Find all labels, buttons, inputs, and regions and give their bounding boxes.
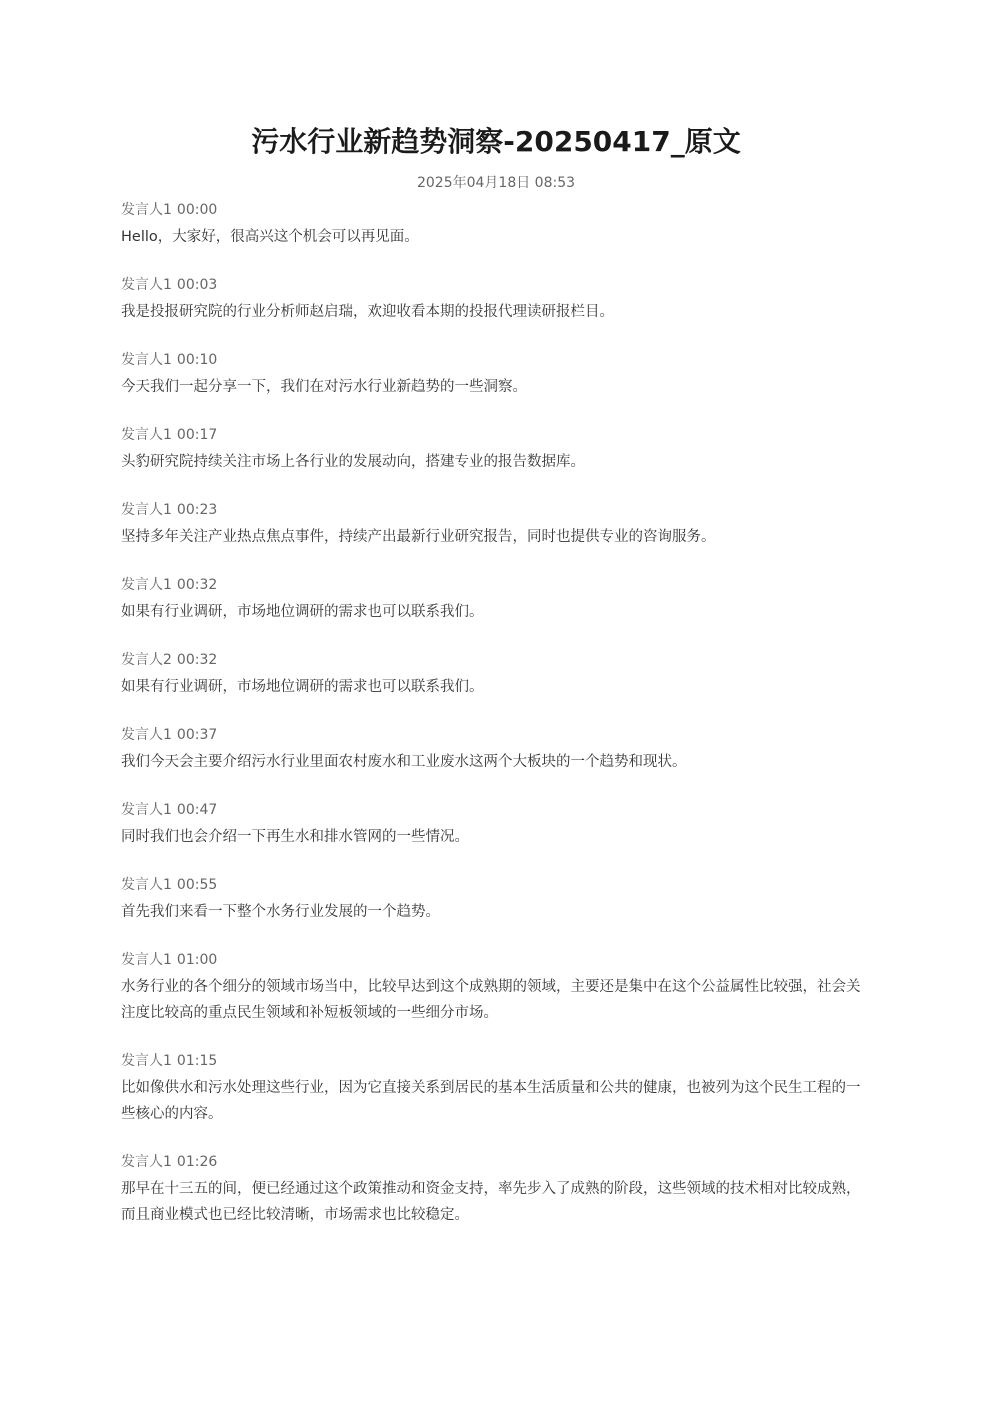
timestamp: 00:03	[176, 277, 218, 293]
speaker-name: 发言人1	[121, 202, 172, 218]
transcript-entry	[121, 1150, 873, 1228]
speaker-line	[121, 1049, 873, 1073]
utterance-text: 头豹研究院持续关注市场上各行业的发展动向，搭建专业的报告数据库。	[121, 454, 585, 470]
transcript-entry	[121, 273, 873, 325]
speaker-line	[121, 1150, 873, 1174]
speaker-name: 发言人1	[121, 577, 172, 593]
transcript	[121, 198, 873, 1251]
speaker-line	[121, 348, 873, 372]
speaker-name: 发言人2	[121, 652, 172, 668]
speaker-line	[121, 798, 873, 822]
speaker-name: 发言人1	[121, 277, 172, 293]
timestamp: 01:15	[176, 1053, 218, 1069]
transcript-entry	[121, 348, 873, 400]
speaker-line	[121, 198, 873, 222]
speaker-name: 发言人1	[121, 427, 172, 443]
utterance-text: 我们今天会主要介绍污水行业里面农村废水和工业废水这两个大板块的一个趋势和现状。	[121, 754, 687, 770]
utterance-text: 首先我们来看一下整个水务行业发展的一个趋势。	[121, 904, 440, 920]
speaker-line	[121, 573, 873, 597]
transcript-entry	[121, 423, 873, 475]
timestamp: 00:32	[176, 652, 218, 668]
utterance-text: 坚持多年关注产业热点焦点事件，持续产出最新行业研究报告，同时也提供专业的咨询服务。	[121, 529, 716, 545]
timestamp: 00:00	[176, 202, 218, 218]
speaker-line	[121, 273, 873, 297]
speaker-name: 发言人1	[121, 727, 172, 743]
utterance-text: Hello，大家好，很高兴这个机会可以再见面。	[121, 229, 419, 245]
transcript-entry	[121, 948, 873, 1026]
utterance-text: 如果有行业调研，市场地位调研的需求也可以联系我们。	[121, 679, 484, 695]
transcript-entry	[121, 498, 873, 550]
timestamp: 00:47	[176, 802, 218, 818]
speaker-line	[121, 948, 873, 972]
speaker-name: 发言人1	[121, 802, 172, 818]
utterance-text: 水务行业的各个细分的领域市场当中，比较早达到这个成熟期的领域，主要还是集中在这个公益属性比较强，社会关注度比较高的重点民生领域和补短板领域的一些细分市场。	[121, 979, 861, 1021]
utterance-text: 我是投报研究院的行业分析师赵启瑞，欢迎收看本期的投报代理读研报栏目。	[121, 304, 614, 320]
utterance-text: 如果有行业调研，市场地位调研的需求也可以联系我们。	[121, 604, 484, 620]
speaker-name: 发言人1	[121, 352, 172, 368]
transcript-entry	[121, 573, 873, 625]
speaker-name: 发言人1	[121, 1154, 172, 1170]
speaker-name: 发言人1	[121, 877, 172, 893]
timestamp: 00:10	[176, 352, 218, 368]
timestamp: 00:17	[176, 427, 218, 443]
speaker-line	[121, 423, 873, 447]
document-title: 污水行业新趋势洞察-20250417_原文	[251, 125, 741, 158]
speaker-name: 发言人1	[121, 952, 172, 968]
utterance-text: 同时我们也会介绍一下再生水和排水管网的一些情况。	[121, 829, 469, 845]
utterance-text: 比如像供水和污水处理这些行业，因为它直接关系到居民的基本生活质量和公共的健康，也被列为这个民生工程的一些核心的内容。	[121, 1080, 861, 1122]
speaker-line	[121, 498, 873, 522]
speaker-line	[121, 648, 873, 672]
speaker-line	[121, 873, 873, 897]
timestamp: 00:32	[176, 577, 218, 593]
speaker-name: 发言人1	[121, 1053, 172, 1069]
transcript-entry	[121, 198, 873, 250]
timestamp: 00:23	[176, 502, 218, 518]
document-date: 2025年04月18日 08:53	[416, 175, 576, 191]
speaker-line	[121, 723, 873, 747]
timestamp: 00:55	[176, 877, 218, 893]
transcript-entry	[121, 873, 873, 925]
transcript-entry	[121, 723, 873, 775]
speaker-name: 发言人1	[121, 502, 172, 518]
transcript-entry	[121, 1049, 873, 1127]
timestamp: 01:00	[176, 952, 218, 968]
timestamp: 00:37	[176, 727, 218, 743]
transcript-entry	[121, 798, 873, 850]
utterance-text: 今天我们一起分享一下，我们在对污水行业新趋势的一些洞察。	[121, 379, 527, 395]
timestamp: 01:26	[176, 1154, 218, 1170]
transcript-entry	[121, 648, 873, 700]
utterance-text: 那早在十三五的间，便已经通过这个政策推动和资金支持，率先步入了成熟的阶段，这些领域的技术相对比较成熟，而且商业模式也已经比较清晰，市场需求也比较稳定。	[121, 1181, 861, 1223]
